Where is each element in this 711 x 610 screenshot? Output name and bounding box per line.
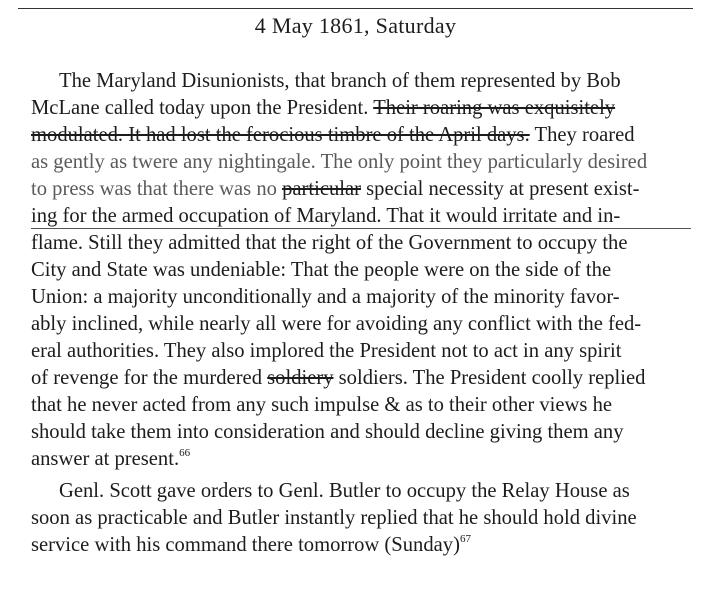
text-line: The Maryland Disunionists, that branch of them represented by Bob <box>59 70 621 92</box>
struck-text: soldiery <box>267 367 334 389</box>
text-line: service with his command there tomorrow (Sunday)$^{67}$ <box>31 533 471 556</box>
struck-text: modulated. It had lost the ferocious timbre of the April days. <box>31 124 530 146</box>
struck-text: particular <box>282 178 361 200</box>
text-line: Genl. Scott gave orders to Genl. Butler to occupy the Relay House as <box>59 480 630 502</box>
footnote-marker: 67 <box>459 533 471 546</box>
entry-heading: 4 May 1861, Saturday <box>254 13 457 38</box>
text-line: should take them into consideration and should decline giving them any <box>31 421 624 443</box>
text-line: answer at present.$^{66}$ <box>31 447 191 470</box>
text-line: ably inclined, while nearly all were for avoiding any conflict with the fed- <box>31 313 642 335</box>
text-line: that he never acted from any such impulse & as to their other views he <box>31 394 613 416</box>
text-line: McLane called today upon the President. Their roaring was exquisitely <box>31 97 616 119</box>
underline-rule <box>31 228 691 229</box>
text-line: eral authorities. They also implored the President not to act in any spirit <box>31 340 622 362</box>
footnote-marker: 66 <box>179 447 191 460</box>
struck-text: Their roaring was exquisitely <box>373 97 616 119</box>
text-line: modulated. It had lost the ferocious timbre of the April days. They roared <box>31 124 635 146</box>
text-line: as gently as twere any nightingale. The only point they particularly desired <box>31 151 648 173</box>
text-line: ing for the armed occupation of Maryland. That it would irritate and in- <box>31 205 621 227</box>
text-line: to press was that there was no particular special necessity at present exist- <box>31 178 640 200</box>
text-line: of revenge for the murdered soldiery soldiers. The President coolly replied <box>31 367 646 389</box>
text-line: flame. Still they admitted that the right of the Government to occupy the <box>31 232 628 254</box>
text-line: Union: a majority unconditionally and a majority of the minority favor- <box>31 286 620 308</box>
text-line: City and State was undeniable: That the people were on the side of the <box>31 259 612 281</box>
top-rule <box>18 8 693 9</box>
text-line: soon as practicable and Butler instantly replied that he should hold divine <box>31 507 637 529</box>
